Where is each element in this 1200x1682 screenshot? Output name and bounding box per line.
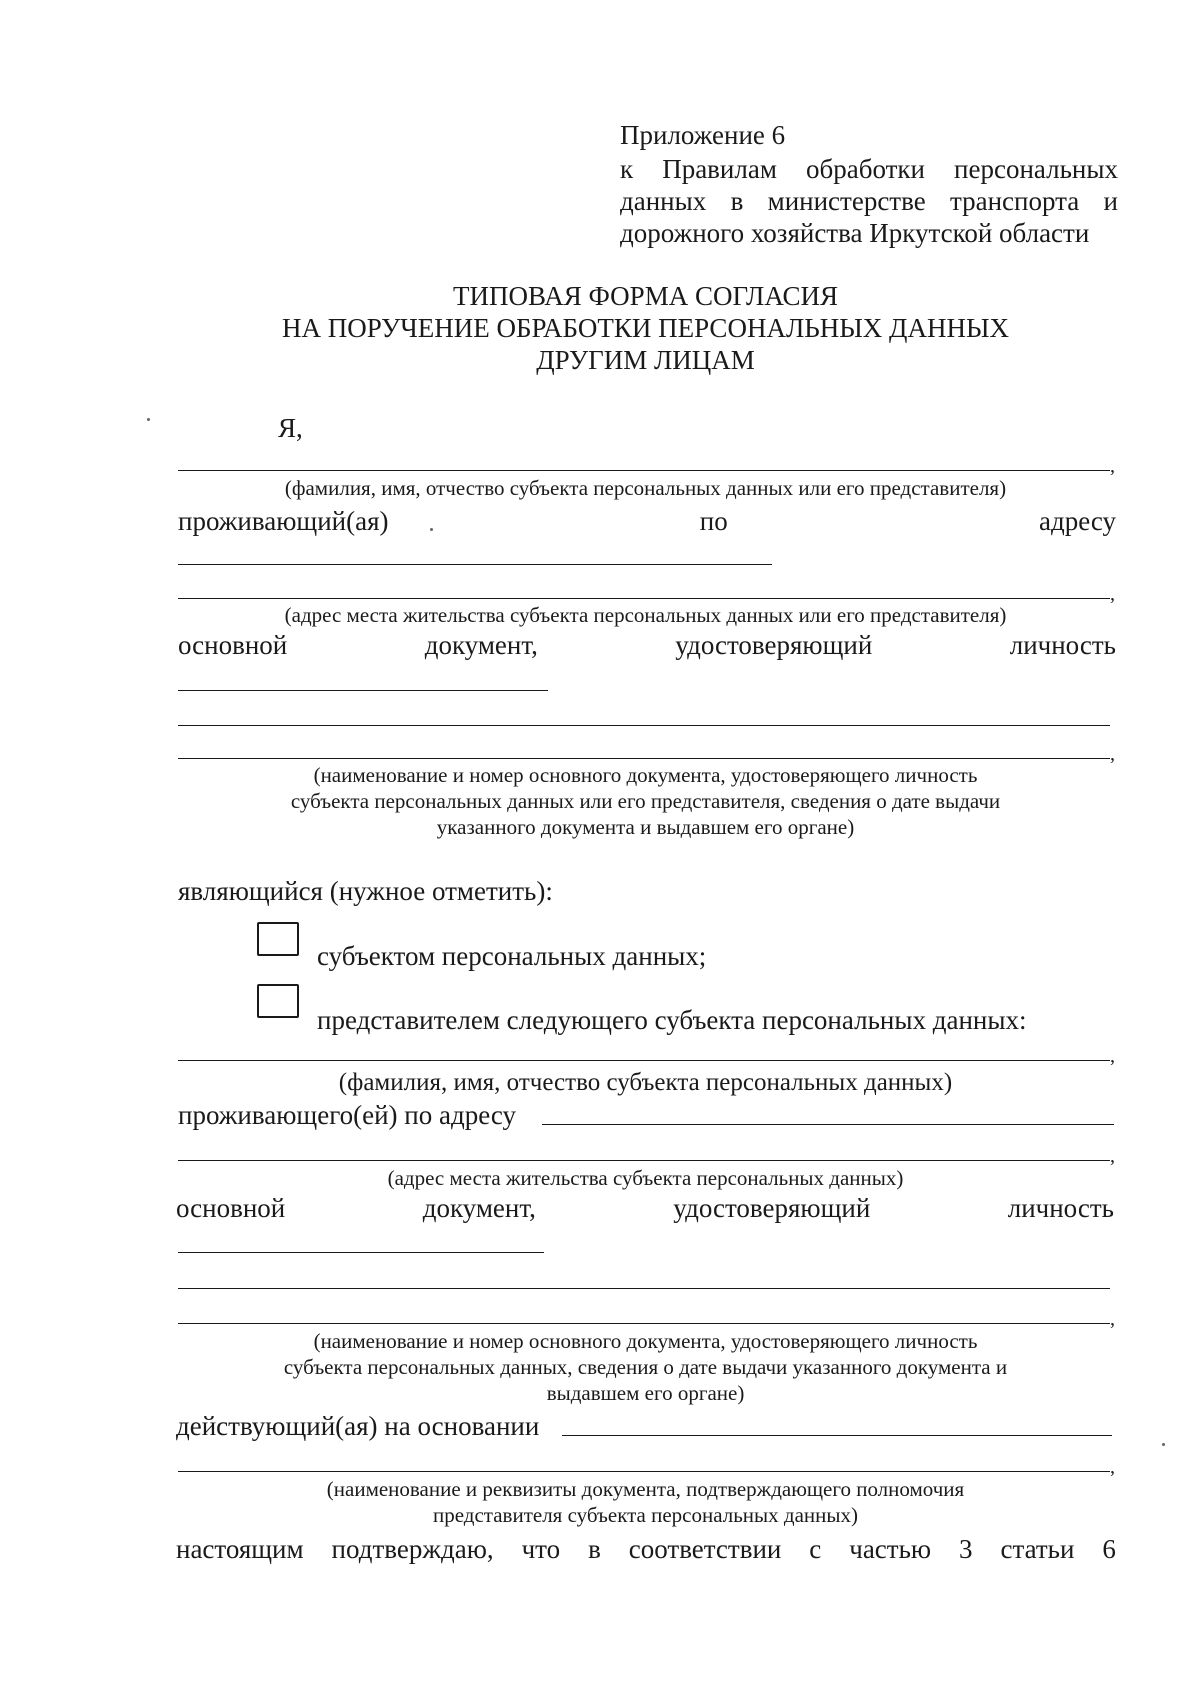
hint-authority-line-2: представителя субъекта персональных данных) [433, 1503, 858, 1527]
form-title-line-2: НА ПОРУЧЕНИЕ ОБРАБОТКИ ПЕРСОНАЛЬНЫХ ДАННЫХ [281, 313, 1010, 343]
basis-fill-line-1[interactable] [562, 1435, 1112, 1436]
hint-subject-fio: (фамилия, имя, отчество субъекта персональных данных) [338, 1069, 953, 1096]
hint-document-line-2: субъекта персональных данных или его представителя, сведения о дате выдачи [290, 789, 1001, 813]
comma: , [1110, 583, 1115, 605]
subject-document-line: основной документ, удостоверяющий личность [176, 1193, 1114, 1223]
basis-fill-line-2[interactable] [178, 1471, 1110, 1472]
document-line: основной документ, удостоверяющий личность [178, 630, 1116, 660]
appendix-number: Приложение 6 [620, 120, 786, 150]
subject-document-fill-line-3[interactable] [178, 1323, 1110, 1324]
subject-address-fill-line-1[interactable] [542, 1124, 1114, 1125]
form-title-line-1: ТИПОВАЯ ФОРМА СОГЛАСИЯ [452, 281, 839, 311]
comma: , [1110, 1456, 1115, 1478]
address-fill-line-1[interactable] [178, 564, 772, 565]
header-line-2: данных в министерстве транспорта и [620, 186, 1118, 216]
acting-basis-label: действующий(ая) на основании [176, 1411, 540, 1441]
pronoun-i: Я, [278, 413, 303, 443]
scan-speck [147, 418, 150, 421]
scan-speck [430, 528, 433, 531]
hint-document-line-1: (наименование и номер основного документа, удостоверяющего личность [313, 763, 978, 787]
hint-document-line-3: указанного документа и выдавшем его органе) [436, 815, 855, 839]
comma: , [1110, 1308, 1115, 1330]
comma: , [1110, 1145, 1115, 1167]
address-fill-line-2[interactable] [178, 598, 1110, 599]
fio-fill-line[interactable] [178, 470, 1110, 471]
header-line-1: к Правилам обработки персональных [620, 154, 1118, 184]
being-label: являющийся (нужное отметить): [178, 876, 553, 906]
subject-address-fill-line-2[interactable] [178, 1160, 1110, 1161]
document-fill-line-2[interactable] [178, 725, 1110, 726]
document-fill-line-3[interactable] [178, 758, 1110, 759]
hint-authority-line-1: (наименование и реквизиты документа, подтверждающего полномочия [326, 1477, 965, 1501]
scan-speck [1162, 1443, 1165, 1446]
residing-line: проживающий(ая) по адресу [178, 506, 1116, 536]
comma: , [1110, 1045, 1115, 1067]
option-representative-label: представителем следующего субъекта персональных данных: [317, 1005, 1027, 1035]
form-title-line-3: ДРУГИМ ЛИЦАМ [536, 345, 755, 375]
hint-subject-document-line-1: (наименование и номер основного документа, удостоверяющего личность [313, 1329, 978, 1353]
subject-document-fill-line-1[interactable] [178, 1252, 544, 1253]
option-subject-label: субъектом персональных данных; [317, 941, 707, 971]
residing-subject-label: проживающего(ей) по адресу [178, 1100, 516, 1130]
hint-address: (адрес места жительства субъекта персональных данных или его представителя) [284, 603, 1007, 627]
hint-subject-document-line-3: выдавшем его органе) [546, 1381, 745, 1405]
comma: , [1110, 455, 1115, 477]
header-line-3: дорожного хозяйства Иркутской области [620, 218, 1090, 248]
subject-checkbox[interactable] [257, 922, 299, 956]
confirm-line: настоящим подтверждаю, что в соответствии с частью 3 статьи 6 [176, 1534, 1116, 1564]
hint-subject-address: (адрес места жительства субъекта персональных данных) [387, 1166, 904, 1190]
hint-subject-document-line-2: субъекта персональных данных, сведения о дате выдачи указанного документа и [283, 1355, 1008, 1379]
representative-checkbox[interactable] [257, 984, 299, 1018]
subject-document-fill-line-2[interactable] [178, 1288, 1110, 1289]
hint-fio: (фамилия, имя, отчество субъекта персональных данных или его представителя) [284, 476, 1007, 500]
subject-fio-fill-line[interactable] [178, 1060, 1110, 1061]
comma: , [1110, 743, 1115, 765]
document-fill-line-1[interactable] [178, 690, 548, 691]
